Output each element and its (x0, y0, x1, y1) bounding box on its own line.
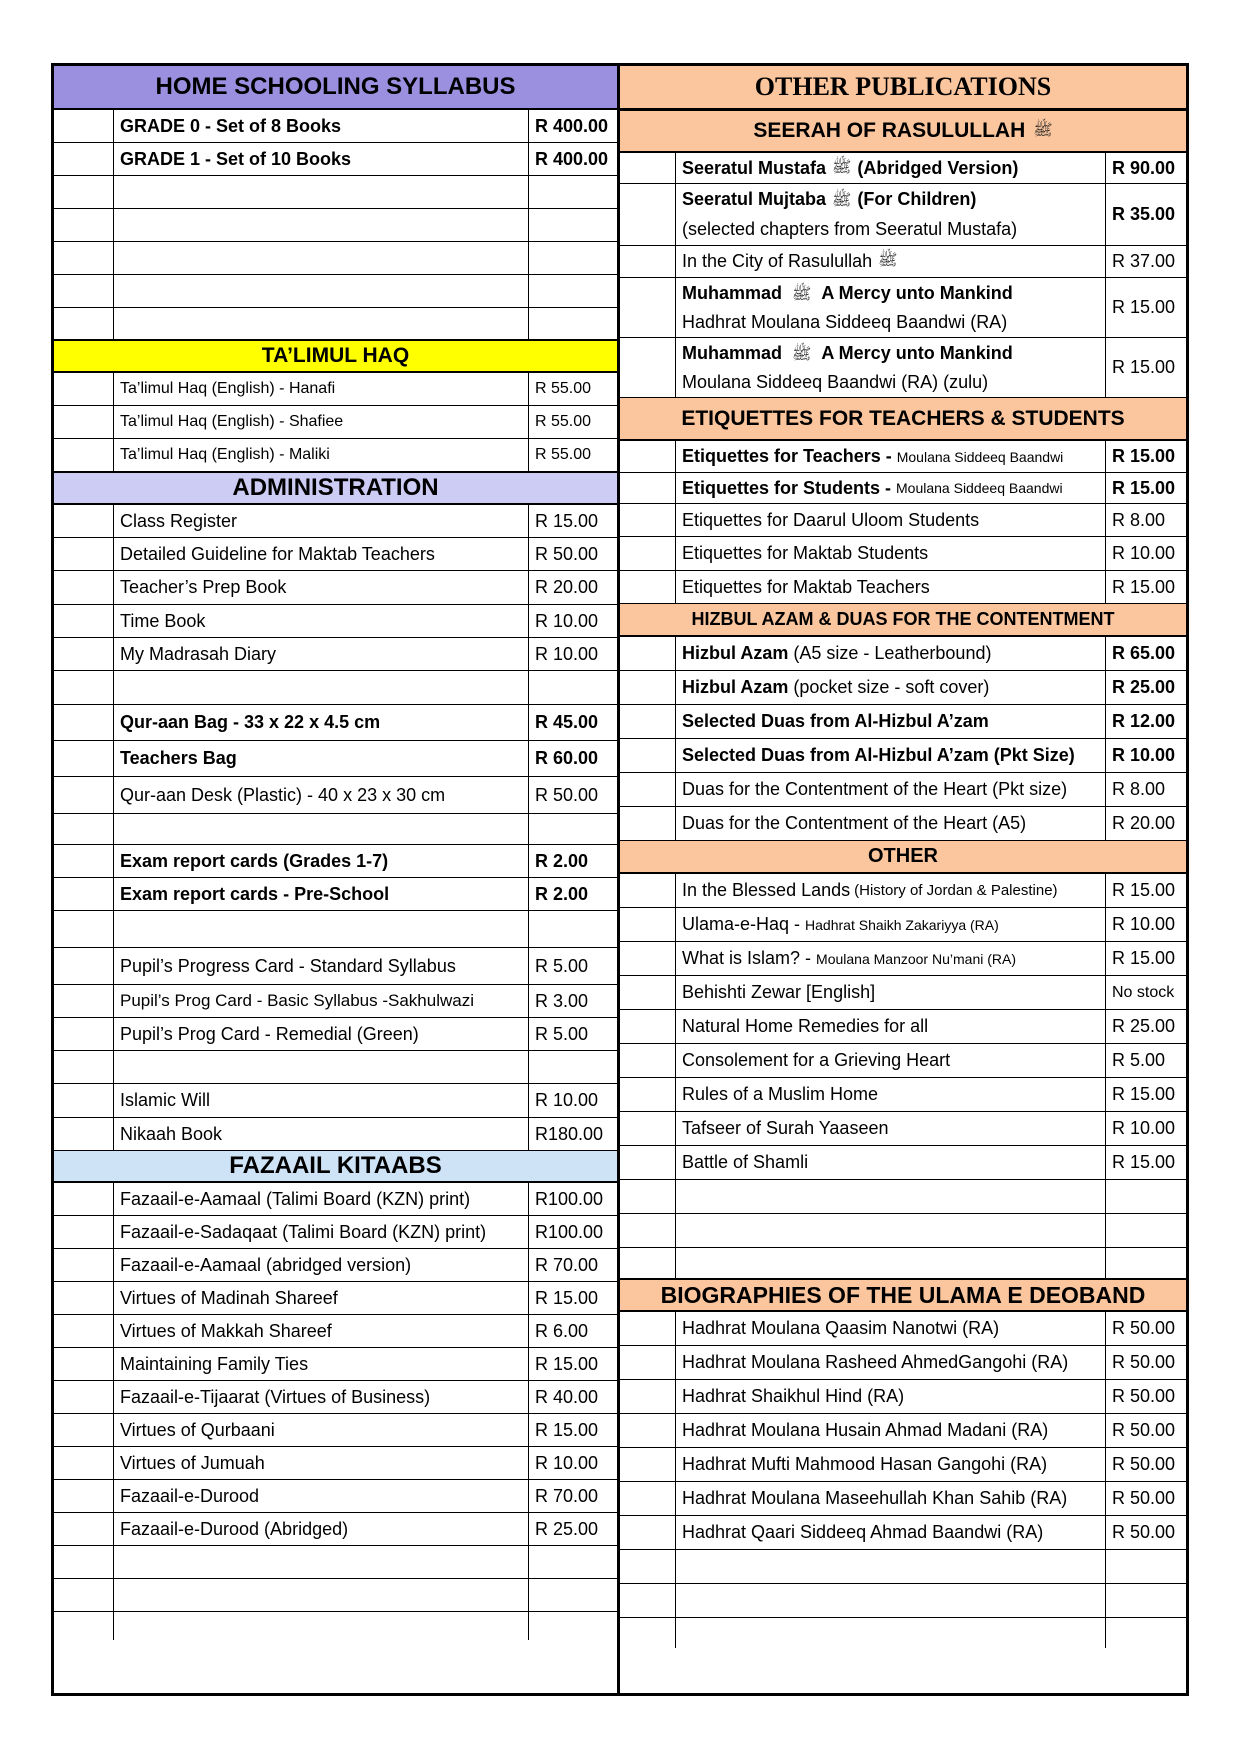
item-name: Exam report cards (Grades 1-7) (114, 845, 529, 877)
item-name: In the Blessed Lands (History of Jordan & Palestine) (676, 874, 1106, 907)
item-price: R 50.00 (1112, 1352, 1176, 1372)
item-name: Nikaah Book (114, 1118, 529, 1150)
item-name: Muhammad ﷺ A Mercy unto Mankind Hadhrat Moulana Siddeeq Baandwi (RA) (676, 278, 1106, 337)
table-row (620, 184, 1186, 246)
table-row (620, 1112, 1186, 1146)
item-price: R 10.00 (1112, 543, 1176, 563)
table-row (54, 1612, 617, 1640)
biographies-header (620, 1280, 1186, 1312)
item-name: Etiquettes for Maktab Students (676, 537, 1106, 570)
item-name: Duas for the Contentment of the Heart (Pkt size) (676, 773, 1106, 806)
table-row (54, 275, 617, 308)
table-row (620, 637, 1186, 671)
item-price: R 15.00 (1112, 1084, 1176, 1104)
item-price: R 6.00 (535, 1320, 589, 1341)
item-name: Exam report cards - Pre-School (114, 878, 529, 910)
table-row (620, 1248, 1186, 1280)
table-row (620, 246, 1186, 278)
item-price: R 90.00 (1112, 157, 1176, 178)
item-price: R 20.00 (535, 577, 599, 597)
table-row (54, 1118, 617, 1151)
table-row (54, 110, 617, 143)
table-row (54, 1381, 617, 1414)
table-row (620, 338, 1186, 398)
seerah-header (620, 110, 1186, 153)
item-price: R 15.00 (535, 1287, 599, 1308)
table-row (620, 1482, 1186, 1516)
table-row (54, 1414, 617, 1447)
item-name: Etiquettes for Teachers - Moulana Siddeeq Baandwi (676, 441, 1106, 472)
item-price: R 10.00 (1112, 745, 1176, 765)
item-price: R100.00 (535, 1188, 604, 1209)
item-price: R 15.00 (1112, 357, 1176, 377)
table-row (54, 242, 617, 275)
item-name: Pupil’s Prog Card - Basic Syllabus -Sakhulwazi (114, 985, 529, 1017)
table-row (620, 441, 1186, 473)
item-price: R 5.00 (535, 955, 589, 976)
table-row (620, 153, 1186, 184)
table-row (54, 1282, 617, 1315)
table-row (54, 1546, 617, 1579)
talimul-haq-title: TA’LIMUL HAQ (261, 344, 410, 367)
stock-status: No stock (1112, 983, 1175, 1001)
item-name: Virtues of Madinah Shareef (114, 1282, 529, 1314)
item-price: R 50.00 (1112, 1488, 1176, 1508)
item-name: Detailed Guideline for Maktab Teachers (114, 538, 529, 570)
item-price: R 15.00 (1112, 477, 1176, 498)
item-name: Fazaail-e-Aamaal (Talimi Board (KZN) print) (114, 1183, 529, 1215)
item-name: GRADE 1 - Set of 10 Books (114, 143, 529, 175)
table-row (620, 773, 1186, 807)
table-row (54, 948, 617, 985)
table-row (620, 671, 1186, 705)
item-price: R 5.00 (1112, 1050, 1166, 1070)
table-row (620, 705, 1186, 739)
item-price: R 25.00 (535, 1518, 599, 1539)
table-row (54, 1513, 617, 1546)
table-row (620, 1618, 1186, 1648)
home-schooling-title: HOME SCHOOLING SYLLABUS (155, 73, 516, 100)
table-row (54, 1051, 617, 1084)
item-name: Etiquettes for Students - Moulana Siddeeq Baandwi (676, 473, 1106, 503)
item-price: R 15.00 (1112, 576, 1176, 597)
table-row (54, 1579, 617, 1612)
item-name: Maintaining Family Ties (114, 1348, 529, 1380)
table-row (620, 1448, 1186, 1482)
item-price: R 55.00 (535, 380, 592, 397)
item-price: R 50.00 (1112, 1454, 1176, 1474)
table-row (54, 911, 617, 948)
table-row (54, 406, 617, 439)
hizbul-title: HIZBUL AZAM & DUAS FOR THE CONTENTMENT (691, 609, 1115, 629)
item-price: R 15.00 (1112, 1152, 1176, 1172)
table-row (54, 143, 617, 176)
item-price: R 65.00 (1112, 643, 1176, 663)
seerah-title: SEERAH OF RASULULLAH (753, 119, 1026, 142)
table-row (54, 1480, 617, 1513)
table-row (54, 1315, 617, 1348)
table-row (54, 373, 617, 406)
item-name: Seeratul Mustafa ﷺ (Abridged Version) (676, 153, 1106, 183)
item-price: R 50.00 (535, 543, 599, 564)
item-name: Ulama-e-Haq - Hadhrat Shaikh Zakariyya (RA) (676, 908, 1106, 941)
fazaail-title: FAZAAIL KITAABS (229, 1152, 442, 1179)
table-row (54, 777, 617, 814)
table-row (54, 1018, 617, 1051)
table-row (54, 571, 617, 605)
item-name: Class Register (114, 505, 529, 537)
item-name: Natural Home Remedies for all (676, 1010, 1106, 1043)
item-price: R 25.00 (1112, 677, 1176, 697)
item-price: R 15.00 (1112, 880, 1176, 900)
item-name: Ta’limul Haq (English) - Hanafi (114, 373, 529, 405)
item-name: Qur-aan Desk (Plastic) - 40 x 23 x 30 cm (114, 777, 529, 813)
item-name: Fazaail-e-Durood (114, 1480, 529, 1512)
home-schooling-header (54, 66, 617, 110)
table-row (620, 1550, 1186, 1584)
item-price: R 50.00 (1112, 1318, 1176, 1338)
item-name: Etiquettes for Daarul Uloom Students (676, 504, 1106, 536)
item-price: R 50.00 (1112, 1386, 1176, 1406)
item-name: Time Book (114, 605, 529, 637)
item-price: R 10.00 (535, 1452, 599, 1473)
item-name: Hadhrat Moulana Rasheed AhmedGangohi (RA) (676, 1346, 1106, 1379)
table-row (620, 473, 1186, 504)
table-row (54, 638, 617, 671)
item-price: R 2.00 (535, 883, 589, 904)
item-name: Islamic Will (114, 1084, 529, 1117)
item-price: R 20.00 (1112, 813, 1176, 833)
right-column (617, 63, 1189, 1696)
item-price: R 15.00 (1112, 446, 1176, 466)
item-price: R 2.00 (535, 850, 589, 871)
item-price: R 35.00 (1112, 204, 1176, 224)
item-name: Battle of Shamli (676, 1146, 1106, 1179)
item-name: Consolement for a Grieving Heart (676, 1044, 1106, 1077)
table-row (620, 739, 1186, 773)
item-name: Pupil’s Prog Card - Remedial (Green) (114, 1018, 529, 1050)
table-row (620, 1180, 1186, 1214)
table-row (620, 537, 1186, 571)
item-price: R100.00 (535, 1221, 604, 1242)
table-row (620, 807, 1186, 841)
table-row (620, 504, 1186, 537)
item-price: R180.00 (535, 1123, 604, 1144)
table-row (54, 1249, 617, 1282)
salutation-glyph: ﷺ (1033, 121, 1053, 139)
item-price: R 8.00 (1112, 509, 1166, 530)
item-price: R 15.00 (1112, 297, 1176, 317)
table-row (54, 1216, 617, 1249)
item-name: Muhammad ﷺ A Mercy unto Mankind Moulana Siddeeq Baandwi (RA) (zulu) (676, 338, 1106, 397)
item-name: What is Islam? - Moulana Manzoor Nu’mani (RA) (676, 942, 1106, 975)
table-row (54, 605, 617, 638)
item-name: Virtues of Makkah Shareef (114, 1315, 529, 1347)
table-row (54, 538, 617, 571)
table-row (54, 671, 617, 705)
item-name: Hizbul Azam (pocket size - soft cover) (676, 671, 1106, 704)
table-row (54, 1084, 617, 1118)
table-row (54, 1348, 617, 1381)
item-name: Virtues of Qurbaani (114, 1414, 529, 1446)
item-price: R 10.00 (535, 1090, 599, 1110)
table-row (54, 209, 617, 242)
item-name: In the City of Rasulullah ﷺ (676, 246, 1106, 277)
item-price: R 15.00 (535, 510, 599, 531)
item-price: R 45.00 (535, 712, 599, 732)
table-row (620, 976, 1186, 1010)
etiquettes-title: ETIQUETTES FOR TEACHERS & STUDENTS (681, 406, 1125, 430)
table-row (620, 1584, 1186, 1618)
table-row (620, 1146, 1186, 1180)
item-name: Fazaail-e-Tijaarat (Virtues of Business) (114, 1381, 529, 1413)
table-row (620, 908, 1186, 942)
item-price: R 37.00 (1112, 251, 1176, 271)
item-name: Ta’limul Haq (English) - Maliki (114, 439, 529, 471)
item-name: Fazaail-e-Durood (Abridged) (114, 1513, 529, 1545)
item-name: Virtues of Jumuah (114, 1447, 529, 1479)
item-price: R 40.00 (535, 1386, 599, 1407)
item-name: Pupil’s Progress Card - Standard Syllabus (114, 948, 529, 984)
other-publications-title: OTHER PUBLICATIONS (754, 72, 1052, 101)
talimul-haq-header (54, 340, 617, 373)
other-header (620, 841, 1186, 874)
table-row (620, 1414, 1186, 1448)
item-name: Hadhrat Mufti Mahmood Hasan Gangohi (RA) (676, 1448, 1106, 1481)
item-price: R 15.00 (535, 1419, 599, 1440)
item-price: R 10.00 (535, 643, 599, 664)
item-price: R 50.00 (1112, 1522, 1176, 1542)
item-price: R 3.00 (535, 990, 589, 1011)
item-price: R 10.00 (1112, 1118, 1176, 1138)
item-name: Hadhrat Moulana Maseehullah Khan Sahib (RA) (676, 1482, 1106, 1515)
item-price: R 70.00 (535, 1485, 599, 1506)
biographies-title: BIOGRAPHIES OF THE ULAMA E DEOBAND (660, 1281, 1146, 1308)
item-name: Qur-aan Bag - 33 x 22 x 4.5 cm (114, 705, 529, 740)
item-name: Duas for the Contentment of the Heart (A5) (676, 807, 1106, 840)
item-name: Behishti Zewar [English] (676, 976, 1106, 1009)
etiquettes-header (620, 398, 1186, 441)
item-name: Hadhrat Qaari Siddeeq Ahmad Baandwi (RA) (676, 1516, 1106, 1549)
item-price: R 12.00 (1112, 711, 1176, 731)
table-row (54, 1447, 617, 1480)
item-price: R 10.00 (535, 610, 599, 631)
table-row (54, 1183, 617, 1216)
item-name: Hizbul Azam (A5 size - Leatherbound) (676, 637, 1106, 670)
item-price: R 8.00 (1112, 779, 1166, 799)
item-price: R 55.00 (535, 413, 592, 430)
item-price: R 5.00 (535, 1023, 589, 1044)
item-name: Hadhrat Moulana Husain Ahmad Madani (RA) (676, 1414, 1106, 1447)
item-price: R 15.00 (1112, 948, 1176, 968)
item-price: R 55.00 (535, 446, 592, 463)
item-name: Ta’limul Haq (English) - Shafiee (114, 406, 529, 438)
item-price: R 50.00 (1112, 1420, 1176, 1440)
fazaail-header (54, 1151, 617, 1183)
table-row (54, 176, 617, 209)
item-price: R 400.00 (535, 115, 609, 136)
item-name: Hadhrat Moulana Qaasim Nanotwi (RA) (676, 1312, 1106, 1345)
other-publications-header (620, 66, 1186, 110)
table-row (54, 845, 617, 878)
left-column (51, 63, 620, 1696)
item-name: Fazaail-e-Sadaqaat (Talimi Board (KZN) print) (114, 1216, 529, 1248)
table-row (54, 985, 617, 1018)
table-row (620, 571, 1186, 604)
item-name: Rules of a Muslim Home (676, 1078, 1106, 1111)
table-row (620, 1346, 1186, 1380)
administration-header (54, 472, 617, 505)
item-name: My Madrasah Diary (114, 638, 529, 670)
item-name: Selected Duas from Al-Hizbul A’zam (676, 705, 1106, 738)
item-price: R 10.00 (1112, 914, 1176, 934)
item-name: Teachers Bag (114, 741, 529, 776)
item-name: Fazaail-e-Aamaal (abridged version) (114, 1249, 529, 1281)
item-price: R 50.00 (535, 784, 599, 805)
table-row (620, 1380, 1186, 1414)
table-row (54, 741, 617, 777)
item-price: R 15.00 (535, 1353, 599, 1374)
table-row (54, 878, 617, 911)
table-row (620, 278, 1186, 338)
table-row (620, 942, 1186, 976)
item-name: GRADE 0 - Set of 8 Books (114, 110, 529, 142)
item-price: R 70.00 (535, 1254, 599, 1275)
table-row (54, 814, 617, 845)
item-price: R 60.00 (535, 748, 599, 768)
item-name: Hadhrat Shaikhul Hind (RA) (676, 1380, 1106, 1413)
table-row (54, 505, 617, 538)
table-row (620, 874, 1186, 908)
other-title: OTHER (868, 845, 938, 867)
administration-title: ADMINISTRATION (232, 474, 439, 501)
item-price: R 400.00 (535, 148, 609, 169)
hizbul-header (620, 604, 1186, 637)
item-name: Tafseer of Surah Yaaseen (676, 1112, 1106, 1145)
item-name: Etiquettes for Maktab Teachers (676, 571, 1106, 603)
table-row (54, 705, 617, 741)
table-row (54, 439, 617, 472)
item-name: Teacher’s Prep Book (114, 571, 529, 604)
table-row (54, 308, 617, 340)
item-name: Selected Duas from Al-Hizbul A’zam (Pkt Size) (676, 739, 1106, 772)
table-row (620, 1010, 1186, 1044)
table-row (620, 1312, 1186, 1346)
table-row (620, 1214, 1186, 1248)
item-price: R 25.00 (1112, 1016, 1176, 1036)
table-row (620, 1044, 1186, 1078)
table-row (620, 1516, 1186, 1550)
item-name: Seeratul Mujtaba ﷺ (For Children) (selected chapters from Seeratul Mustafa) (676, 184, 1106, 245)
table-row (620, 1078, 1186, 1112)
